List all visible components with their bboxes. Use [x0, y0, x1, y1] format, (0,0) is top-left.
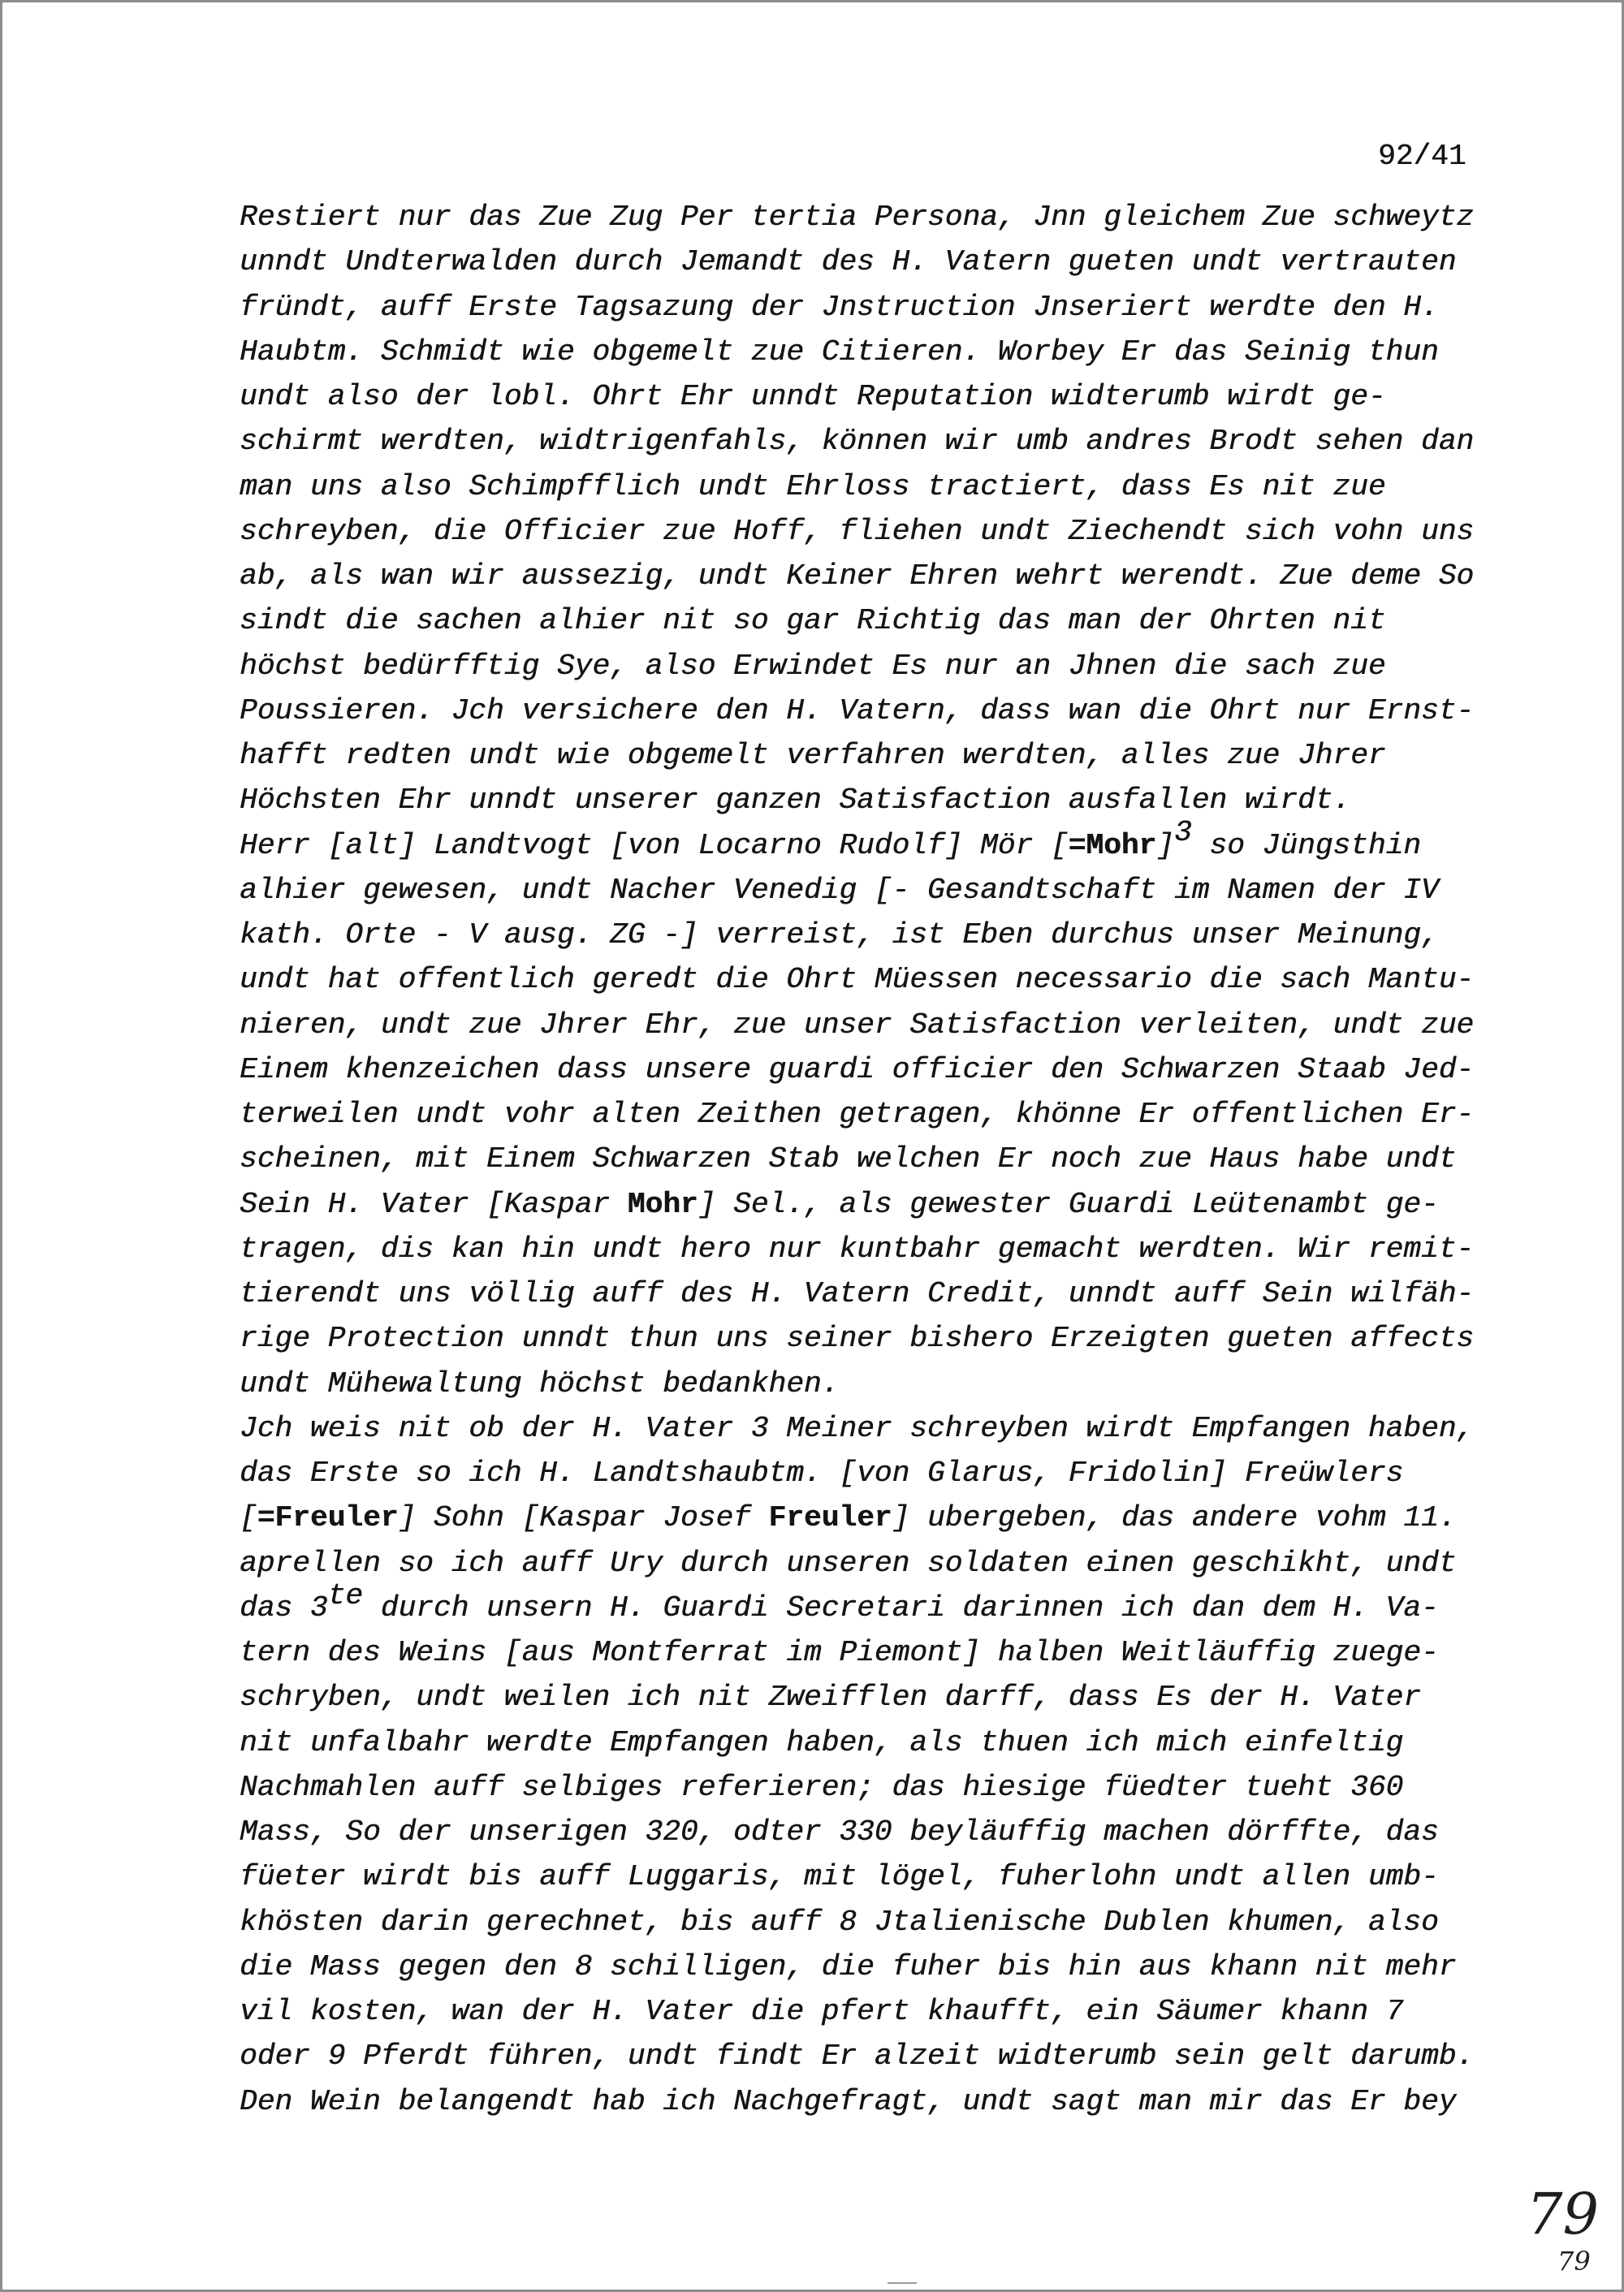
text-line	[240, 816, 1539, 868]
text-line: tern des Weins [aus Montferrat im Piemont] halben Weitläuffig zuege-	[240, 1636, 1439, 1669]
scan-artifact-line	[888, 2282, 917, 2284]
text-segment: ] Sohn [Kaspar Josef	[398, 1501, 769, 1535]
text-line: Poussieren. Jch versichere den H. Vatern, dass wan die Ohrt nur Ernst-	[240, 693, 1475, 727]
text-line: terweilen undt vohr alten Zeithen getragen, khönne Er offentlichen Er-	[240, 1098, 1475, 1131]
text-line: schreyben, die Officier zue Hoff, fliehen undt Ziechendt sich vohn uns	[240, 514, 1475, 548]
text-line: Einem khenzeichen dass unsere guardi officier den Schwarzen Staab Jed-	[240, 1052, 1475, 1086]
handwritten-folio-number: 79	[1527, 2181, 1600, 2247]
text-line: hafft redten undt wie obgemelt verfahren werdten, alles zue Jhrer	[240, 739, 1386, 772]
text-line: fründt, auff Erste Tagsazung der Jnstruction Jnseriert werdte den H.	[240, 290, 1439, 324]
text-line: aprellen so ich auff Ury durch unseren soldaten einen geschikht, undt	[240, 1546, 1457, 1580]
text-line: sindt die sachen alhier nit so gar Richtig das man der Ohrten nit	[240, 604, 1386, 638]
text-line: man uns also Schimpfflich undt Ehrloss tractiert, dass Es nit zue	[240, 469, 1386, 503]
text-line: schryben, undt weilen ich nit Zweifflen darff, dass Es der H. Vater	[240, 1681, 1421, 1715]
text-segment: [	[240, 1501, 257, 1535]
text-segment: so Jüngsthin	[1191, 828, 1421, 862]
bold-name: =Mohr	[1068, 828, 1157, 862]
text-line: undt hat offentlich geredt die Ohrt Müessen necessario die sach Mantu-	[240, 963, 1475, 997]
text-line: scheinen, mit Einem Schwarzen Stab welchen Er noch zue Haus habe undt	[240, 1142, 1457, 1176]
text-line: füeter wirdt bis auff Luggaris, mit lögel, fuherlohn undt allen umb-	[240, 1860, 1439, 1894]
text-line: kath. Orte - V ausg. ZG -] verreist, ist Eben durchus unser Meinung,	[240, 918, 1439, 952]
handwritten-folio-number-small: 79	[1557, 2246, 1591, 2277]
text-line: nieren, undt zue Jhrer Ehr, zue unser Satisfaction verleiten, undt zue	[240, 1008, 1475, 1042]
text-line: oder 9 Pferdt führen, undt findt Er alzeit widterumb sein gelt darumb.	[240, 2039, 1475, 2074]
text-line: tragen, dis kan hin undt hero nur kuntbahr gemacht werdten. Wir remit-	[240, 1232, 1475, 1266]
text-segment: ] Sel., als gewester Guardi Leütenambt ge-	[698, 1187, 1439, 1221]
text-line: Nachmahlen auff selbiges referieren; das hiesige füedter tueht 360	[240, 1770, 1404, 1804]
bold-name: Mohr	[627, 1187, 698, 1221]
text-line: Den Wein belangendt hab ich Nachgefragt, undt sagt man mir das Er bey	[240, 2084, 1457, 2118]
text-line: schirmt werdten, widtrigenfahls, können wir umb andres Brodt sehen dan	[240, 425, 1475, 459]
body-text	[240, 195, 1539, 2124]
text-line: das Erste so ich H. Landtshaubtm. [von Glarus, Fridolin] Freüwlers	[240, 1457, 1404, 1490]
text-line: vil kosten, wan der H. Vater die pfert khaufft, ein Säumer khann 7	[240, 1995, 1404, 2028]
text-segment: ]	[1156, 828, 1174, 862]
text-line	[240, 1182, 1539, 1227]
text-line: rige Protection unndt thun uns seiner bishero Erzeigten gueten affects	[240, 1322, 1475, 1356]
page-number: 92/41	[1378, 140, 1466, 173]
text-segment: das 3	[240, 1591, 328, 1625]
text-segment: ] ubergeben, das andere vohm 11.	[892, 1501, 1457, 1535]
bold-name: Freuler	[768, 1501, 892, 1535]
text-line: unndt Undterwalden durch Jemandt des H. Vatern gueten undt vertrauten	[240, 245, 1457, 279]
text-line: Jch weis nit ob der H. Vater 3 Meiner schreyben wirdt Empfangen haben,	[240, 1411, 1475, 1445]
text-line	[240, 1496, 1539, 1540]
text-line: alhier gewesen, undt Nacher Venedig [- Gesandtschaft im Namen der IV	[240, 873, 1439, 907]
text-line: höchst bedürfftig Sye, also Erwindet Es nur an Jhnen die sach zue	[240, 649, 1386, 683]
text-line: die Mass gegen den 8 schilligen, die fuher bis hin aus khann nit mehr	[240, 1949, 1457, 1983]
text-line: undt Mühewaltung höchst bedankhen.	[240, 1366, 840, 1401]
text-line: khösten darin gerechnet, bis auff 8 Jtalienische Dublen khumen, also	[240, 1905, 1439, 1939]
superscript: 3	[1173, 816, 1192, 850]
text-segment: Herr [alt] Landtvogt [von Locarno Rudolf] Mör [	[240, 828, 1069, 862]
text-line: tierendt uns völlig auff des H. Vatern Credit, unndt auff Sein wilfäh-	[240, 1277, 1475, 1310]
text-line: Restiert nur das Zue Zug Per tertia Persona, Jnn gleichem Zue schweytz	[240, 201, 1475, 234]
text-line: Haubtm. Schmidt wie obgemelt zue Citieren. Worbey Er das Seinig thun	[240, 335, 1439, 369]
text-line: Höchsten Ehr unndt unserer ganzen Satisfaction ausfallen wirdt.	[240, 783, 1351, 818]
text-line: Mass, So der unserigen 320, odter 330 beyläuffig machen dörffte, das	[240, 1815, 1439, 1849]
text-segment: durch unsern H. Guardi Secretari darinnen ich dan dem H. Va-	[363, 1591, 1439, 1625]
bold-name: =Freuler	[257, 1501, 399, 1535]
text-line: undt also der lobl. Ohrt Ehr unndt Reputation widterumb wirdt ge-	[240, 380, 1386, 413]
text-segment: Sein H. Vater [Kaspar	[240, 1187, 628, 1221]
superscript: te	[327, 1578, 364, 1612]
text-line: ab, als wan wir aussezig, undt Keiner Ehren wehrt werendt. Zue deme So	[240, 559, 1475, 593]
text-line: nit unfalbahr werdte Empfangen haben, als thuen ich mich einfeltig	[240, 1725, 1404, 1759]
text-line	[240, 1578, 1539, 1630]
